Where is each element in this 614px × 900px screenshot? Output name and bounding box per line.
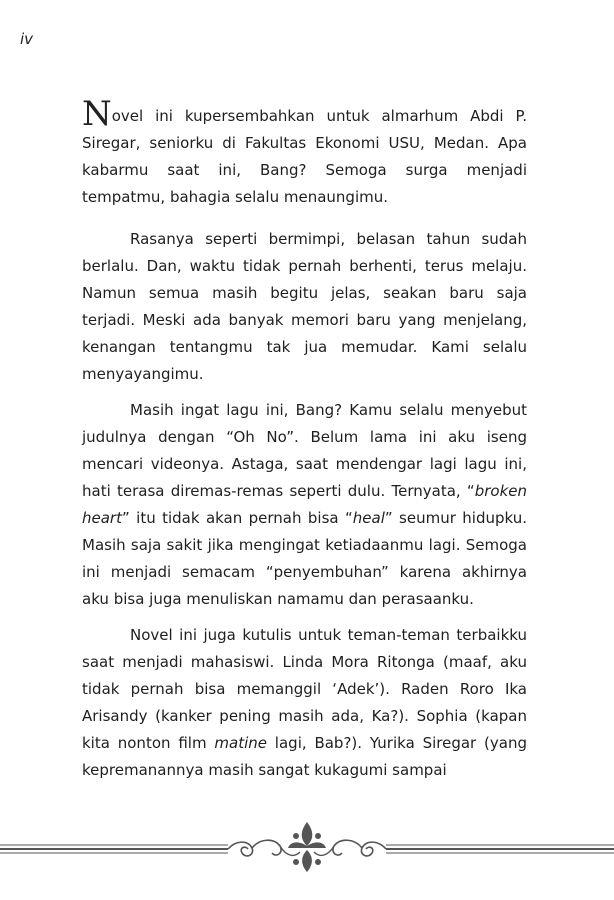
text-run: Rasanya seperti bermimpi, belasan tahun sudah berlalu. Dan, waktu tidak pernah berhenti, terus melaju. Namun semua masih begitu jelas, seakan baru saja terjadi. Meski ada banyak memori baru yang menjelang, kenangan tentangmu tak jua memudar. Kami selalu menyayangimu. bbox=[82, 230, 527, 383]
text-run: ovel ini kupersembahkan untuk almarhum Abdi P. Siregar, seniorku di Fakultas Ekonomi USU, Medan. Apa kabarmu saat ini, Bang? Semoga surga menjadi tempatmu, bahagia selalu menaungimu. bbox=[82, 107, 527, 206]
footer-ornament bbox=[0, 812, 614, 882]
text-run: Novel ini juga kutulis untuk teman-teman terbaikku saat menjadi mahasiswi. Linda Mora Ritonga (maaf, aku tidak pernah bisa memanggil ‘Adek’). Raden Roro Ika Arisandy (kanker pening masih ada, Ka?). Sophia (kapan kita nonton film bbox=[82, 626, 527, 752]
drop-cap: N bbox=[82, 94, 112, 134]
text-run: ” seumur hidupku. Masih saja sakit jika mengingat ketiadaanmu lagi. Semoga ini menjadi semacam “penyembuhan” karena akhirnya aku bisa juga menuliskan namamu dan perasaanku. bbox=[82, 509, 527, 608]
paragraph bbox=[82, 226, 527, 388]
italic-text-run: matine bbox=[214, 734, 267, 752]
body-text bbox=[82, 94, 527, 784]
italic-text-run: broken heart bbox=[82, 482, 527, 527]
paragraph bbox=[82, 397, 527, 613]
paragraph-dedication bbox=[82, 94, 527, 211]
italic-text-run: heal bbox=[352, 509, 385, 527]
text-run: lagi, Bab?). Yurika Siregar (yang kepremanannya masih sangat kukagumi sampai bbox=[82, 734, 527, 779]
text-run: ” itu tidak akan pernah bisa “ bbox=[121, 509, 353, 527]
paragraph bbox=[82, 622, 527, 784]
page-number: iv bbox=[20, 30, 34, 48]
text-run: Masih ingat lagu ini, Bang? Kamu selalu menyebut judulnya dengan “Oh No”. Belum lama ini aku iseng mencari videonya. Astaga, saat mendengar lagi lagu ini, hati terasa diremas-remas seperti dulu. Ternyata, “ bbox=[82, 401, 527, 500]
